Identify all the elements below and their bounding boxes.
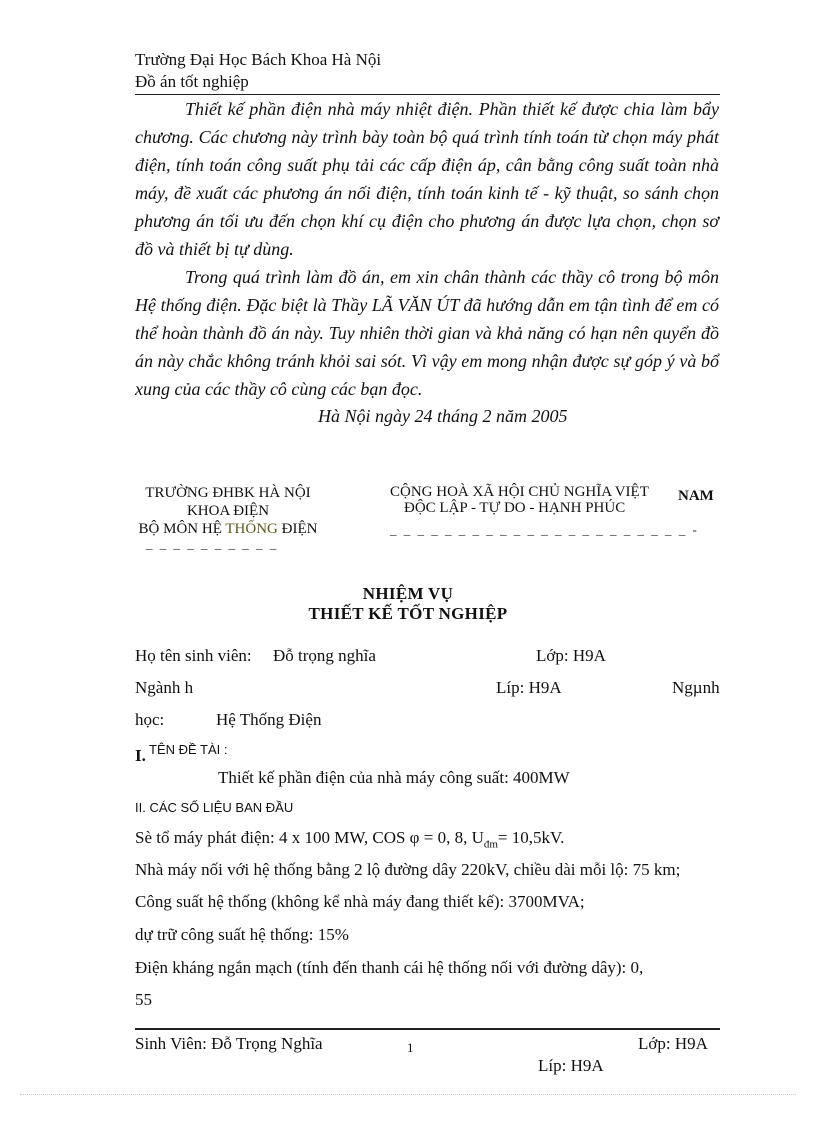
class-label-1: Lớp: H9A <box>536 646 606 665</box>
page-number: 1 <box>407 1040 414 1055</box>
task-subtitle: THIẾT KẾ TỐT NGHIỆP <box>308 604 508 623</box>
motto: ĐỘC LẬP - TỰ DO - HẠNH PHÚC <box>404 500 626 516</box>
letterhead-left <box>132 484 324 538</box>
major-value: Hệ Thống Điện <box>216 710 322 729</box>
data-line-1: Sè tổ máy phát điện: 4 x 100 MW, COS φ = 0, 8, $U_{đm}= 10,5kV$. <box>135 828 565 851</box>
right-dash-line: _ _ _ _ _ _ _ _ _ _ _ _ _ _ _ _ _ _ _ _ _ _ - <box>390 522 699 537</box>
section-1-number: I. <box>135 746 146 765</box>
preface-paragraph-1: Thiết kế phần điện nhà máy nhiệt điện. Phần thiết kế được chia làm bẩy chương. Các chương này trình bày toàn bộ quá trình tính toán từ chọn máy phát điện, tính toán công suất phụ tải các cấp điện áp, cân bằng công suất toàn nhà máy, đề xuất các phương án nối điện, tính toán kinh tế - kỹ thuật, so sánh chọn phương án tối ưu đến chọn khí cụ điện cho phương án được lựa chọn, chọn sơ đồ và thiết bị tự dùng. <box>135 99 719 259</box>
section-1-title: TÊN ĐỀ TÀI : <box>149 742 228 757</box>
task-title: NHIỆM VỤ <box>362 584 454 603</box>
department-name: BỘ MÔN HỆ THỐNG ĐIỆN <box>138 521 318 537</box>
footer-class-bottom: Líp: H9A <box>538 1056 604 1075</box>
data-line-4: dự trữ công suất hệ thống: 15% <box>135 925 349 944</box>
study-label: học: <box>135 710 165 729</box>
data-line-6: 55 <box>135 990 152 1009</box>
student-name: Đỗ trọng nghĩa <box>273 646 376 665</box>
footer-rule <box>135 1028 720 1030</box>
university-name: TRƯỜNG ĐHBK HÀ NỘI <box>145 485 311 501</box>
preface-paragraph-2: Trong quá trình làm đồ án, em xin chân thành các thầy cô trong bộ môn Hệ thống điện. Đặc biệt là Thầy LÃ VĂN ÚT đã hướng dẫn em tận tình để em có thể hoàn thành đồ án này. Tuy nhiên thời gian và khả năng có hạn nên quyển đồ án này chắc không tránh khỏi sai sót. Vì vậy em mong nhận được sự góp ý và bổ xung của các thầy cô cùng các bạn đọc. <box>135 267 719 399</box>
school-name: Trường Đại Học Bách Khoa Hà Nội <box>135 50 382 69</box>
republic-name: CỘNG HOÀ XÃ HỘI CHỦ NGHĨA VIỆT <box>390 484 649 500</box>
topic-text: Thiết kế phần điện của nhà máy công suất: 400MW <box>218 768 570 787</box>
left-dash-line: _ _ _ _ _ _ _ _ _ _ <box>146 536 279 551</box>
page-bottom-dotted <box>20 1094 796 1095</box>
faculty-name: KHOA ĐIỆN <box>186 503 270 519</box>
major-label: Ngành h <box>135 678 194 697</box>
data-line-5: Điện kháng ngắn mạch (tính đến thanh cái hệ thống nối với đường dây): 0, <box>135 958 644 977</box>
data-line-3: Công suất hệ thống (không kể nhà máy đang thiết kế): 3700MVA; <box>135 892 585 911</box>
student-label: Họ tên sinh viên: <box>135 646 252 665</box>
major-label-2: Ngµnh <box>672 678 720 697</box>
document-type: Đồ án tốt nghiệp <box>135 72 249 91</box>
preface <box>135 95 719 403</box>
section-2-title: II. CÁC SỐ LIỆU BAN ĐẦU <box>135 800 294 815</box>
data-line-2: Nhà máy nối với hệ thống bằng 2 lộ đường dây 220kV, chiều dài mỗi lộ: 75 km; <box>135 860 681 879</box>
footer-student: Sinh Viên: Đỗ Trọng Nghĩa <box>135 1034 323 1053</box>
class-label-2: Líp: H9A <box>496 678 562 697</box>
republic-name-end: NAM <box>678 488 714 504</box>
footer-class: Lớp: H9A <box>638 1034 708 1053</box>
date-line: Hà Nội ngày 24 tháng 2 năm 2005 <box>318 406 568 426</box>
